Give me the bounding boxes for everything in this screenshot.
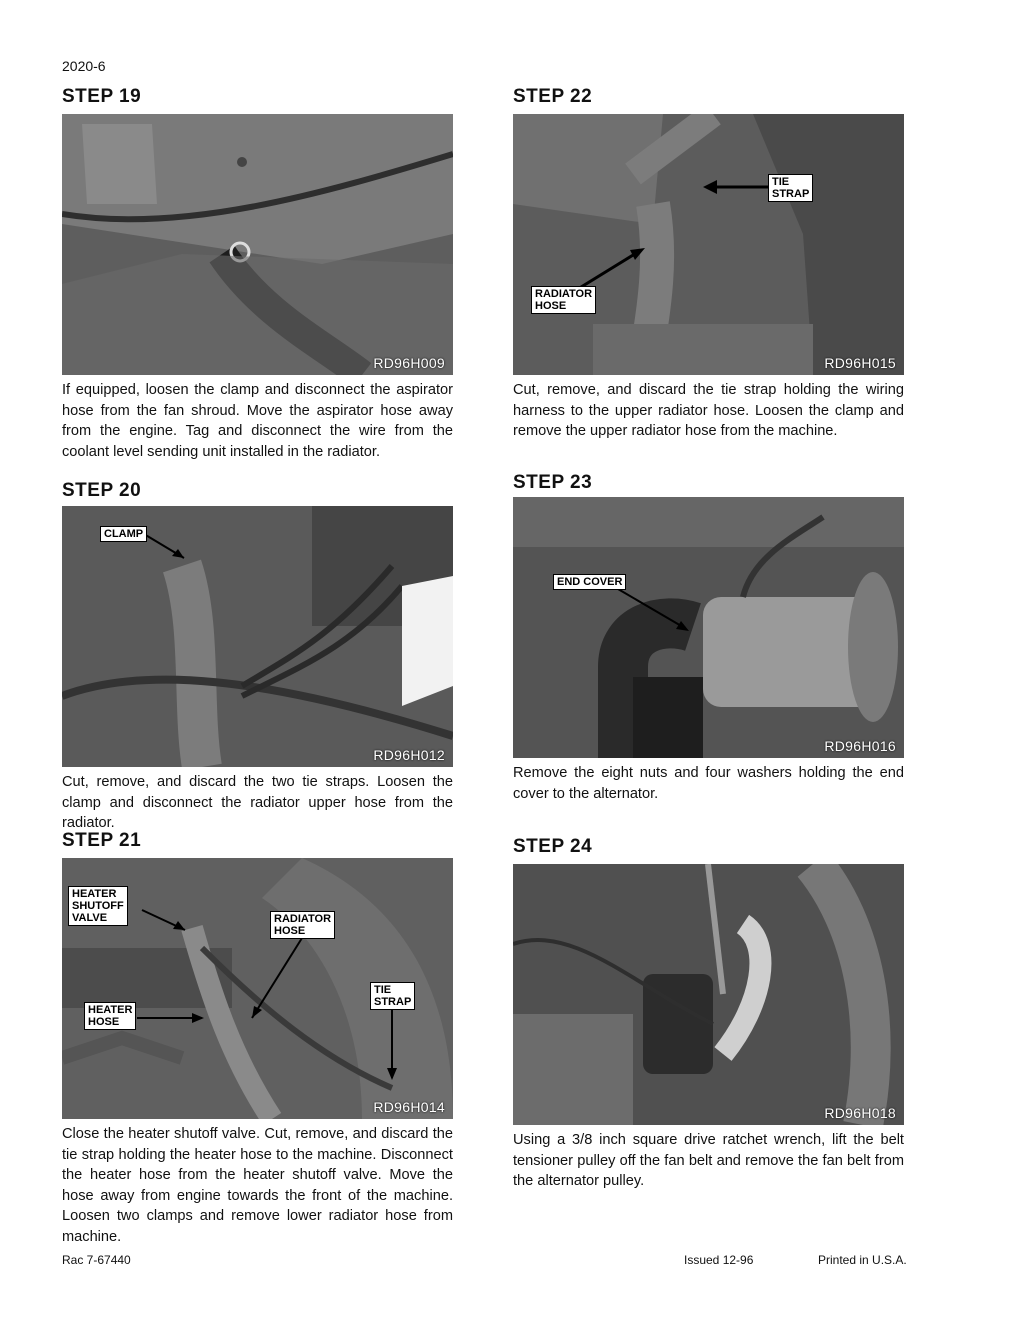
label-heater-shutoff-valve: HEATER SHUTOFF VALVE (68, 886, 128, 926)
label-tie-strap: TIE STRAP (768, 174, 813, 202)
photo-code: RD96H018 (824, 1105, 896, 1121)
step-24-title: STEP 24 (513, 836, 593, 857)
step-19-photo (62, 114, 453, 375)
photo-code: RD96H014 (373, 1099, 445, 1115)
step-21-photo (62, 858, 453, 1119)
step-24-photo (513, 864, 904, 1125)
step-20-photo (62, 506, 453, 767)
step-21-title: STEP 21 (62, 830, 142, 851)
step-22-title: STEP 22 (513, 86, 593, 107)
footer-issued: Issued 12-96 (684, 1253, 754, 1267)
footer-doc-number: Rac 7-67440 (62, 1253, 131, 1267)
step-24-caption: Using a 3/8 inch square drive ratchet wrench, lift the belt tensioner pulley off the fan belt and remove the fan belt from the alternator pulley. (513, 1132, 904, 1190)
step-22-caption: Cut, remove, and discard the tie strap holding the wiring harness to the upper radiator hose. Loosen the clamp and remove the upper radiator hose from the machine. (513, 382, 904, 440)
label-heater-hose: HEATER HOSE (84, 1002, 136, 1030)
step-20-caption: Cut, remove, and discard the two tie straps. Loosen the clamp and disconnect the radiator upper hose from the radiator. (62, 774, 453, 832)
step-19-caption: If equipped, loosen the clamp and disconnect the aspirator hose from the fan shroud. Move the aspirator hose away from the engine. Tag and disconnect the wire from the coolant level sending unit installed in the radiator. (62, 382, 453, 460)
photo-code: RD96H015 (824, 355, 896, 371)
step-22-photo (513, 114, 904, 375)
label-radiator-hose: RADIATOR HOSE (270, 911, 335, 939)
step-19-title: STEP 19 (62, 86, 142, 107)
label-clamp: CLAMP (100, 526, 147, 542)
label-end-cover: END COVER (553, 574, 626, 590)
label-radiator-hose: RADIATOR HOSE (531, 286, 596, 314)
footer-printed: Printed in U.S.A. (818, 1253, 907, 1267)
step-23-title: STEP 23 (513, 472, 593, 493)
step-23-caption: Remove the eight nuts and four washers holding the end cover to the alternator. (513, 765, 904, 802)
step-23-photo (513, 497, 904, 758)
photo-code: RD96H009 (373, 355, 445, 371)
step-21-caption: Close the heater shutoff valve. Cut, remove, and discard the tie strap holding the heater hose to the machine. Disconnect the heater hose from the heater shutoff valve. Move the hose away from engine towards the front of the machine. Loosen two clamps and remove lower radiator hose from machine. (62, 1126, 453, 1245)
photo-code: RD96H012 (373, 747, 445, 763)
label-tie-strap: TIE STRAP (370, 982, 415, 1010)
photo-code: RD96H016 (824, 738, 896, 754)
step-20-title: STEP 20 (62, 480, 142, 501)
page-number: 2020-6 (62, 58, 106, 74)
